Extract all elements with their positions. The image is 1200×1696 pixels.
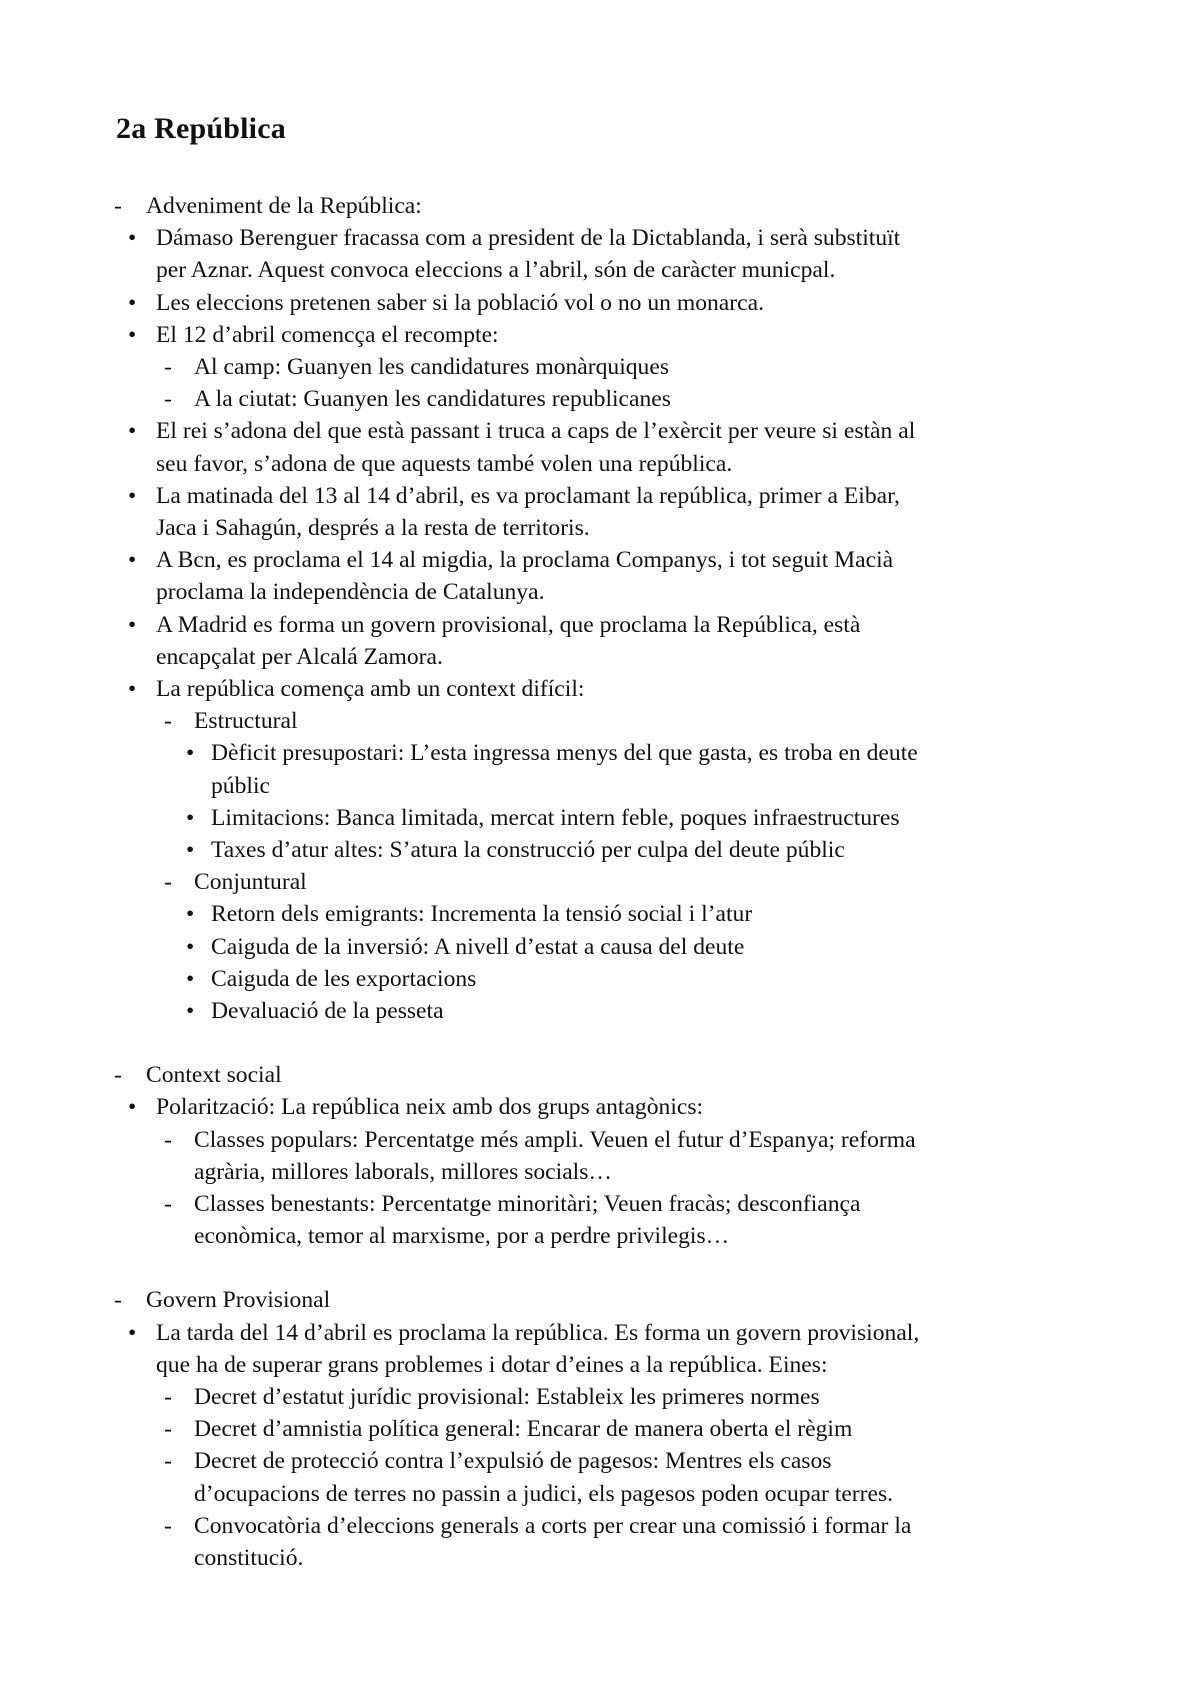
line-text: Govern Provisional	[146, 1287, 331, 1314]
line-text: Decret d’estatut jurídic provisional: Estableix les primeres normes	[194, 1384, 820, 1410]
bullet-marker: •	[186, 804, 195, 831]
bullet-item	[128, 1317, 920, 1349]
sub-sub-item	[186, 931, 745, 963]
line-text: Al camp: Guanyen les candidatures monàrquiques	[194, 354, 670, 380]
line-text: públic	[211, 772, 270, 799]
bullet-marker: •	[186, 965, 195, 992]
bullet-marker: •	[128, 482, 137, 509]
line-text: El rei s’adona del que està passant i truca a caps de l’exèrcit per veure si estàn al	[156, 418, 916, 445]
dash-marker: -	[164, 386, 172, 413]
line-text: Dèficit presupostari: L’esta ingressa menys del que gasta, es troba en deute	[211, 740, 918, 767]
line-text: econòmica, temor al marxisme, por a perdre privilegis…	[194, 1223, 730, 1250]
bullet-marker: •	[128, 611, 137, 638]
line-text: Limitacions: Banca limitada, mercat intern feble, poques infraestructures	[211, 804, 900, 831]
line-text: Polarització: La república neix amb dos grups antagònics:	[156, 1094, 704, 1121]
sub-item	[164, 383, 671, 415]
line-text: Les eleccions pretenen saber si la població vol o no un monarca.	[156, 289, 764, 316]
line-text: Dámaso Berenguer fracassa com a president de la Dictablanda, i serà substituït	[156, 225, 901, 252]
bullet-item-continuation	[156, 448, 732, 480]
line-text: Classes populars: Percentatge més ampli. Veuen el futur d’Espanya; reforma	[194, 1126, 916, 1153]
line-text: seu favor, s’adona de que aquests també volen una república.	[156, 450, 733, 477]
bullet-item-continuation	[156, 641, 443, 673]
line-text: Estructural	[194, 708, 298, 735]
sub-sub-item	[186, 963, 477, 995]
sub-sub-item	[186, 802, 900, 834]
bullet-item	[128, 287, 764, 319]
bullet-item	[128, 544, 894, 576]
bullet-marker: •	[128, 225, 137, 252]
bullet-marker: •	[128, 1319, 137, 1346]
line-text: per Aznar. Aquest convoca eleccions a l’abril, són de caràcter municpal.	[156, 257, 836, 284]
sub-item	[164, 1510, 912, 1542]
bullet-marker: •	[186, 933, 195, 960]
bullet-item	[128, 609, 861, 641]
bullet-marker: •	[186, 998, 195, 1024]
dash-marker: -	[114, 1062, 122, 1089]
dash-marker: -	[164, 1448, 172, 1475]
dash-marker: -	[164, 1191, 172, 1217]
bullet-item-continuation	[156, 576, 544, 608]
page-title: 2a República	[116, 112, 286, 145]
dash-marker: -	[164, 708, 172, 735]
line-text: La tarda del 14 d’abril es proclama la república. Es forma un govern provisional,	[156, 1319, 920, 1346]
line-text: La república comença amb un context difícil:	[156, 676, 585, 702]
bullet-marker: •	[128, 289, 137, 316]
sub-item	[164, 1381, 820, 1413]
bullet-item	[128, 673, 585, 705]
line-text: Classes benestants: Percentatge minoritàri; Veuen fracàs; desconfiança	[194, 1191, 861, 1217]
line-text: Adveniment de la República:	[146, 193, 422, 219]
sub-sub-item	[186, 737, 918, 769]
sub-item-continuation	[194, 1156, 612, 1188]
bullet-marker: •	[128, 1094, 137, 1121]
line-text: Caiguda de la inversió: A nivell d’estat a causa del deute	[211, 933, 745, 960]
sub-item	[164, 1413, 853, 1445]
line-text: Convocatòria d’eleccions generals a corts per crear una comissió i formar la	[194, 1512, 912, 1539]
line-text: Decret d’amnistia política general: Encarar de manera oberta el règim	[194, 1416, 853, 1443]
line-text: El 12 d’abril comencça el recompte:	[156, 321, 499, 348]
sub-item	[164, 705, 298, 737]
line-text: Conjuntural	[194, 869, 307, 896]
line-text: A la ciutat: Guanyen les candidatures republicanes	[194, 386, 671, 413]
bullet-item	[128, 1091, 704, 1123]
sub-item	[164, 866, 307, 898]
dash-marker: -	[114, 1287, 122, 1314]
line-text: Decret de protecció contra l’expulsió de pagesos: Mentres els casos	[194, 1448, 832, 1475]
dash-marker: -	[164, 1126, 172, 1153]
bullet-marker: •	[186, 837, 195, 863]
section-heading	[114, 1284, 331, 1316]
line-text: encapçalat per Alcalá Zamora.	[156, 643, 443, 670]
sub-item-continuation	[194, 1542, 303, 1574]
dash-marker: -	[164, 869, 172, 896]
line-text: Context social	[146, 1062, 282, 1089]
bullet-marker: •	[128, 418, 137, 445]
dash-marker: -	[164, 1384, 172, 1410]
line-text: Taxes d’atur altes: S’atura la construcció per culpa del deute públic	[211, 837, 845, 863]
sub-item	[164, 1445, 832, 1477]
line-text: Devaluació de la pesseta	[211, 998, 444, 1024]
line-text: proclama la independència de Catalunya.	[156, 579, 545, 606]
line-text: A Madrid es forma un govern provisional, que proclama la República, està	[156, 611, 861, 638]
line-text: La matinada del 13 al 14 d’abril, es va proclamant la república, primer a Eibar,	[156, 482, 900, 509]
dash-marker: -	[164, 1512, 172, 1539]
dash-marker: -	[114, 193, 122, 219]
sub-sub-item-continuation	[211, 770, 270, 802]
bullet-item-continuation	[156, 512, 590, 544]
line-text: d’ocupacions de terres no passin a judici, els pagesos poden ocupar terres.	[194, 1480, 894, 1507]
bullet-marker: •	[128, 676, 137, 702]
bullet-item	[128, 480, 900, 512]
bullet-marker: •	[128, 547, 137, 574]
line-text: A Bcn, es proclama el 14 al migdia, la proclama Companys, i tot seguit Macià	[156, 547, 894, 574]
sub-sub-item	[186, 898, 753, 930]
sub-item-continuation	[194, 1220, 729, 1252]
sub-item	[164, 1188, 861, 1220]
sub-sub-item	[186, 834, 845, 866]
line-text: Jaca i Sahagún, després a la resta de territoris.	[156, 515, 590, 541]
sub-item-continuation	[194, 1478, 893, 1510]
dash-marker: -	[164, 354, 172, 380]
line-text: Retorn dels emigrants: Incrementa la tensió social i l’atur	[211, 901, 753, 928]
line-text: constitució.	[194, 1545, 304, 1571]
bullet-item-continuation	[156, 254, 835, 286]
line-text: Caiguda de les exportacions	[211, 965, 477, 992]
bullet-item-continuation	[156, 1349, 828, 1381]
bullet-marker: •	[186, 740, 195, 767]
line-text: que ha de superar grans problemes i dotar d’eines a la república. Eines:	[156, 1351, 828, 1378]
bullet-item	[128, 319, 499, 351]
section-heading	[114, 1059, 282, 1091]
sub-item	[164, 351, 670, 383]
bullet-marker: •	[186, 901, 195, 928]
bullet-item	[128, 222, 901, 254]
bullet-item	[128, 415, 916, 447]
line-text: agrària, millores laborals, millores socials…	[194, 1158, 613, 1185]
dash-marker: -	[164, 1416, 172, 1443]
bullet-marker: •	[128, 321, 137, 348]
sub-sub-item	[186, 995, 444, 1027]
sub-item	[164, 1124, 916, 1156]
section-heading	[114, 190, 422, 222]
